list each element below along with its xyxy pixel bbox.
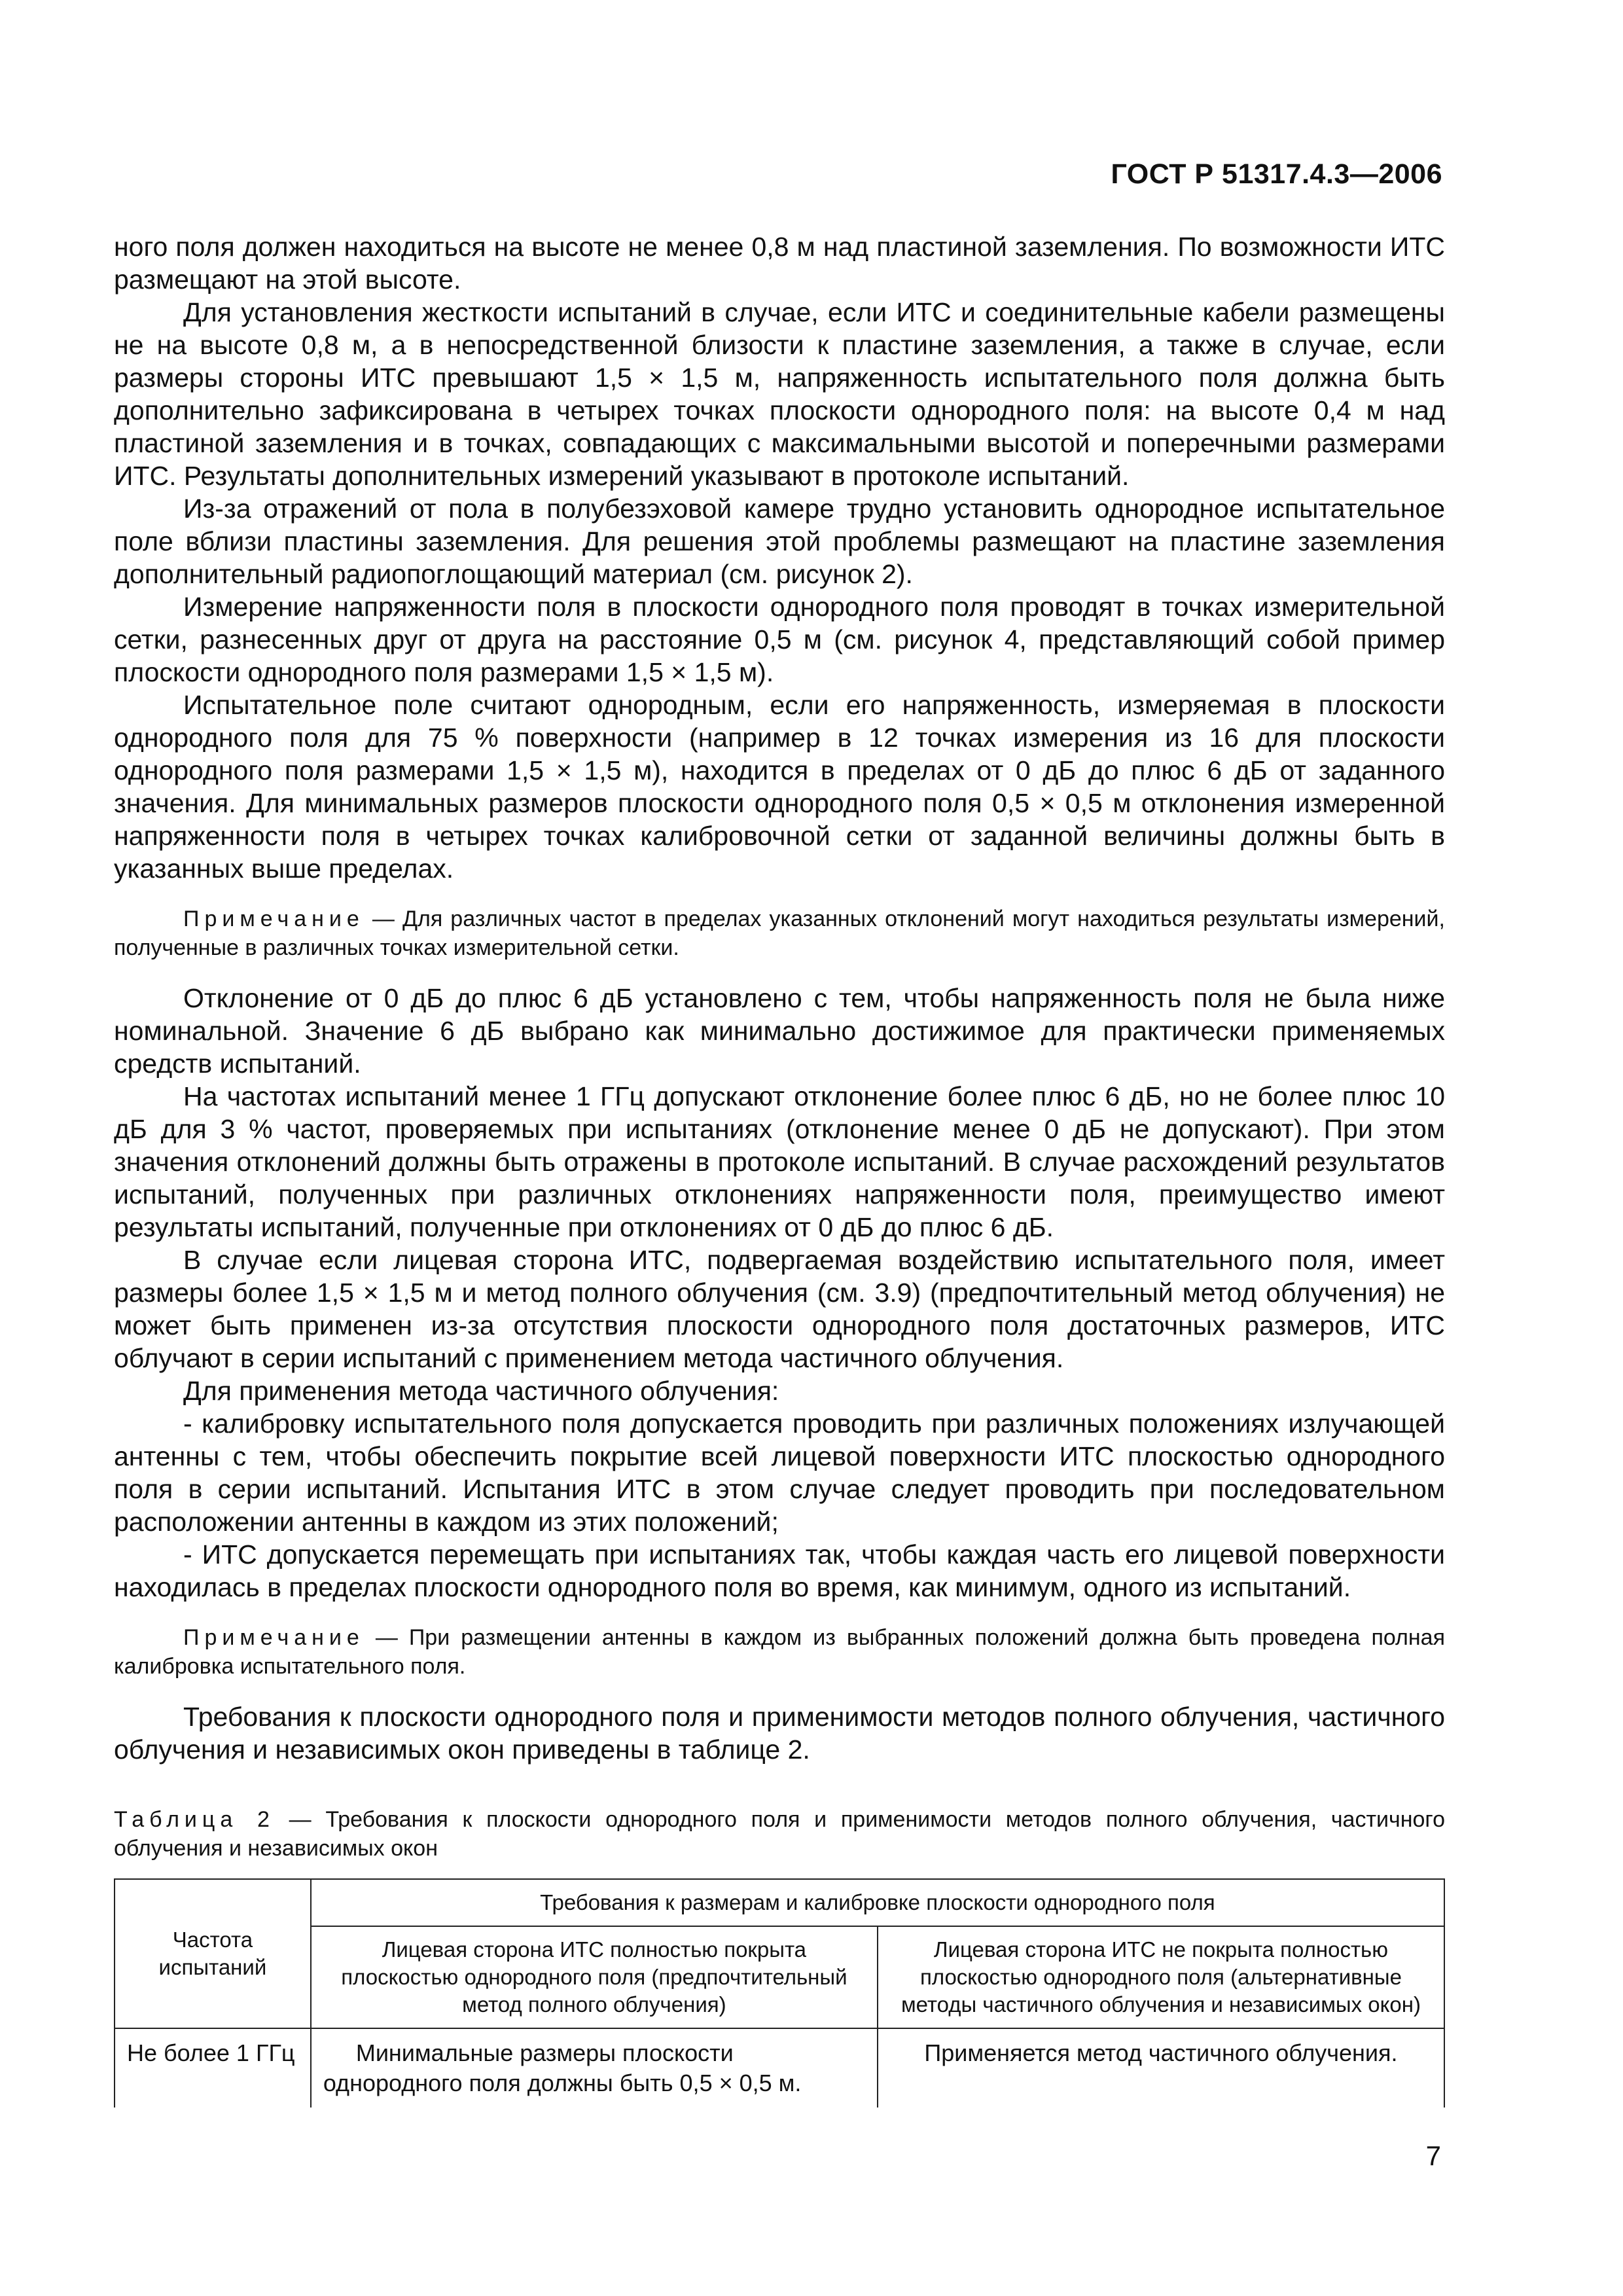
paragraph: Отклонение от 0 дБ до плюс 6 дБ установлено с тем, чтобы напряженность поля не была ниже номинальной. Значение 6 дБ выбрано как минимально достижимое для практически применяемых средств испытаний. [114, 983, 1445, 1079]
note-label: Примечание [183, 906, 365, 931]
table-row [115, 2028, 1444, 2108]
paragraph-continuation: ного поля должен находиться на высоте не менее 0,8 м над пластиной заземления. По возможности ИТС размещают на этой высоте. [114, 232, 1445, 295]
table-caption [114, 1805, 1445, 1863]
paragraph: Для установления жесткости испытаний в случае, если ИТС и соединительные кабели размещены не на высоте 0,8 м, а в непосредственной близости к пластине заземления, а также в случае, если размеры стороны ИТС превышают 1,5 × 1,5 м, напряженность испытательного поля должна быть дополнительно зафиксирована в четырех точках плоскости однородного поля: на высоте 0,4 м над пластиной заземления и в точках, совпадающих с максимальными высотой и поперечными размерами ИТС. Результаты дополнительных измерений указывают в протоколе испытаний. [114, 297, 1445, 491]
paragraph: Требования к плоскости однородного поля и применимости методов полного облучения, частичного облучения и независимых окон приведены в таблице 2. [114, 1702, 1445, 1765]
note-2 [114, 1623, 1445, 1681]
header-cell-frequency: Частота испытаний [115, 1879, 311, 2028]
paragraph: Для применения метода частичного облучения: [183, 1376, 779, 1406]
list-item: - калибровку испытательного поля допускается проводить при различных положениях излучающей антенны с тем, чтобы обеспечить покрытие всей лицевой поверхности ИТС плоскостью однородного поля в серии испытаний. Испытания ИТС в этом случае следует проводить при последовательном расположении антенны в каждом из этих положений; [114, 1408, 1445, 1537]
note-text: — При размещении антенны в каждом из выбранных положений должна быть проведена полная калибровка испытательного поля. [114, 1625, 1445, 1679]
header-cell-partial-illumination: Лицевая сторона ИТС не покрыта полностью плоскостью однородного поля (альтернативные методы частичного облучения и независимых окон) [878, 1926, 1444, 2028]
table-caption-text: — Требования к плоскости однородного поля и применимости методов полного облучения, частичного облучения и независимых окон [114, 1807, 1445, 1861]
paragraph: В случае если лицевая сторона ИТС, подвергаемая воздействию испытательного поля, имеет размеры более 1,5 × 1,5 м и метод полного облучения (см. 3.9) (предпочтительный метод облучения) не может быть применен из-за отсутствия плоскости однородного поля достаточных размеров, ИТС облучают в серии испытаний с применением метода частичного облучения. [114, 1245, 1445, 1373]
paragraph: Измерение напряженности поля в плоскости однородного поля проводят в точках измерительной сетки, разнесенных друг от друга на расстояние 0,5 м (см. рисунок 4, представляющий собой пример плоскости однородного поля размерами 1,5 × 1,5 м). [114, 592, 1445, 687]
header-cell-full-illumination: Лицевая сторона ИТС полностью покрыта плоскостью однородного поля (предпочтительный метод полного облучения) [311, 1926, 878, 2028]
header-cell-group: Требования к размерам и калибровке плоскости однородного поля [311, 1879, 1444, 1926]
paragraph: Из-за отражений от пола в полубезэховой камере трудно установить однородное испытательное поле вблизи пластины заземления. Для решения этой проблемы размещают на пластине заземления дополнительный радиопоглощающий материал (см. рисунок 2). [114, 493, 1445, 589]
cell-full-illumination: Минимальные размеры плоскости однородного поля должны быть 0,5 × 0,5 м. [311, 2028, 878, 2108]
paragraph: На частотах испытаний менее 1 ГГц допускают отклонение более плюс 6 дБ, но не более плюс 10 дБ для 3 % частот, проверяемых при испытаниях (отклонение менее 0 дБ не допускают). При этом значения отклонений должны быть отражены в протоколе испытаний. В случае расхождений результатов испытаний, полученных при различных отклонениях напряженности поля, преимущество имеют результаты испытаний, полученные при отклонениях от 0 дБ до плюс 6 дБ. [114, 1081, 1445, 1242]
list-item: - ИТС допускается перемещать при испытаниях так, чтобы каждая часть его лицевой поверхности находилась в пределах плоскости однородного поля во время, как минимум, одного из испытаний. [114, 1539, 1445, 1602]
note-1 [114, 905, 1445, 962]
page-number: 7 [1425, 2140, 1441, 2171]
table-subheader-row [115, 1926, 1444, 2028]
table-header-row [115, 1879, 1444, 1926]
paragraph: Испытательное поле считают однородным, если его напряженность, измеряемая в плоскости однородного поля для 75 % поверхности (например в 12 точках измерения из 16 для плоскости однородного поля размерами 1,5 × 1,5 м), находится в пределах от 0 дБ до плюс 6 дБ от заданного значения. Для минимальных размеров плоскости однородного поля 0,5 × 0,5 м отклонения измеренной напряженности поля в четырех точках калибровочной сетки от заданной величины должны быть в указанных выше пределах. [114, 690, 1445, 884]
requirements-table [114, 1878, 1445, 2108]
table-caption-label: Таблица 2 [114, 1807, 275, 1832]
cell-frequency: Не более 1 ГГц [115, 2028, 311, 2108]
document-body [114, 230, 1445, 2108]
note-text: — Для различных частот в пределах указанных отклонений могут находиться результаты измерений, полученные в различных точках измерительной сетки. [114, 906, 1445, 960]
note-label: Примечание [183, 1625, 365, 1650]
document-code-header: ГОСТ Р 51317.4.3—2006 [1111, 158, 1442, 190]
cell-partial-illumination: Применяется метод частичного облучения. [878, 2028, 1444, 2108]
